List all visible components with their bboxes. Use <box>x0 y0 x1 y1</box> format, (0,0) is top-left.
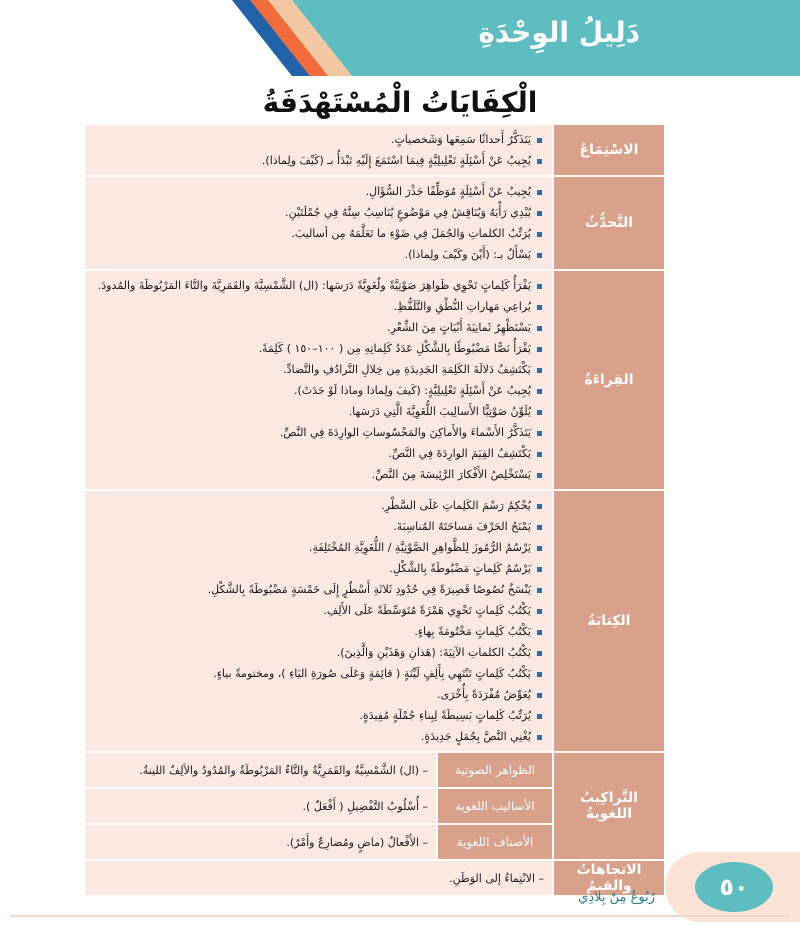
competency-item <box>91 359 542 380</box>
competency-item-text: يَنْسَخُ نُصُوصًا قَصِيرَةً فِي حُدُودِ ثَلاثَةِ أَسْطُرٍ إِلَى خَمْسَةٍ مَضْبُوطَةً بِالشَّكْلِ. <box>207 583 531 596</box>
competency-item <box>91 726 542 747</box>
bullet-icon <box>537 651 542 656</box>
competency-item-text: يَكْتُبُ كَلِماتٍ تَحْوِي هَمْزَةً مُتَوَسِّطَةً عَلَى الأَلِفِ. <box>323 604 531 617</box>
competency-items <box>85 125 552 175</box>
competency-item-text: يَكْتَشِفُ القِيَمَ الوارِدَةَ فِي النَّصِّ. <box>388 447 531 460</box>
values-category: الاتجاهاتُ والقيمُ <box>554 861 664 895</box>
bullet-icon <box>537 609 542 614</box>
competency-item-text: يُعَوِّضُ مُفْرَدَةً بِأُخْرَى. <box>437 688 531 701</box>
competency-item-text: يُبْدِي رَأْيَهُ وَيُنَاقِشُ فِي مَوْضُوعٍ يُنَاسِبُ سِنَّهُ فِي جُمْلَتَيْنِ. <box>285 206 531 219</box>
competency-item <box>91 401 542 422</box>
bullet-icon <box>537 305 542 310</box>
bullet-icon <box>537 232 542 237</box>
competency-item-text: يَكْتُبُ الكلماتِ الآتِيَةَ: (هَذانِ وَهَذَيْنِ وَالَّذِينَ). <box>336 646 531 659</box>
structure-value: – (ال) الشَّمْسِيَّةُ والقَمَرِيَّةُ والتَّاءُ المَرْبُوطَةُ والمُدُودُ والألِفُ اللينةُ. <box>85 753 436 787</box>
competency-item <box>91 495 542 516</box>
competency-item-text: يَسْتَخْلِصُ الأَفْكارَ الرَّئِيسَةَ مِنَ النَّصِّ. <box>371 468 531 481</box>
bullet-icon <box>537 452 542 457</box>
competency-item-text: يُحْكِمُ رَسْمَ الكَلِماتِ عَلَى السَّطْرِ. <box>381 499 531 512</box>
competency-category: القِراءَةُ <box>554 271 664 489</box>
bullet-icon <box>537 253 542 258</box>
bullet-icon <box>537 546 542 551</box>
competency-row <box>85 177 664 269</box>
competency-item-text: يَتَذَكَّرُ الأَسْماءَ والأَماكِنَ والمَحْسُوساتِ الوارِدَةَ فِي النَّصِّ. <box>279 426 531 439</box>
competency-item-text: يُراعِي مَهاراتِ النُّطْقِ والتَّلَفُّظِ. <box>393 300 531 313</box>
bullet-icon <box>537 525 542 530</box>
competency-category: الاسْتِمَاعُ <box>554 125 664 175</box>
bullet-icon <box>537 431 542 436</box>
competency-row <box>85 125 664 175</box>
competency-item-text: يَمْنَحُ الحَرْفَ مَساحَتَهُ المُناسِبَةَ. <box>393 520 531 533</box>
bullet-icon <box>537 211 542 216</box>
structure-label: الأساليب اللغوية <box>438 789 552 823</box>
competency-item <box>91 150 542 171</box>
bullet-icon <box>537 567 542 572</box>
competency-item <box>91 684 542 705</box>
bullet-icon <box>537 693 542 698</box>
values-value: – الانْتِماءُ إلى الوَطَنِ. <box>85 861 552 895</box>
competency-item <box>91 579 542 600</box>
bullet-icon <box>537 504 542 509</box>
competencies-table <box>83 123 666 897</box>
bullet-icon <box>537 138 542 143</box>
competency-item-text: يُرَتِّبُ الكلماتِ وَالجُمَلَ فِي ضَوْءِ ما تَعَلَّمَهُ مِن أساليبَ. <box>291 227 531 240</box>
bullet-icon <box>537 714 542 719</box>
competency-item-text: يَقْرَأُ كَلِماتٍ تَحْوِي ظَواهِرَ صَوْتِيَّةً ولُغَوِيَّةً دَرَسَها: (ال) الشَّمْسِيَّةَ والقَمَرِيَّةَ والتَّاءَ المَرْبُوطَةَ والمُدودَ. <box>97 279 531 292</box>
competency-item <box>91 663 542 684</box>
bullet-icon <box>537 326 542 331</box>
bullet-icon <box>537 190 542 195</box>
competency-item <box>91 642 542 663</box>
competency-item-text: يَكْتُبُ كَلِماتٍ مَخْتُومَةً بِهاءٍ. <box>414 625 531 638</box>
bullet-icon <box>537 284 542 289</box>
competency-item-text: يَتَذَكَّرُ أَحداثًا سَمِعَها وَشَخصياتٍ. <box>390 133 531 146</box>
competency-item <box>91 223 542 244</box>
competency-item-text: يَسْأَلُ بـ: (أَيْنَ وكَيْفَ ولِماذا). <box>404 248 531 261</box>
competency-item <box>91 705 542 726</box>
bullet-icon <box>537 389 542 394</box>
competency-item-text: يُغْنِي النَّصَّ بِجُمَلٍ جَدِيدَةٍ. <box>420 730 531 743</box>
competency-item <box>91 600 542 621</box>
competency-item-text: يَقْرَأُ نَصًّا مَضْبُوطًا بِالشَّكْلِ عَدَدُ كَلِماتِهِ مِن ( ١٠٠–١٥٠ ) كَلِمَةً. <box>258 342 531 355</box>
competency-item-text: يُرَتِّبُ كَلِماتٍ بَسِيطَةً لِبِناءِ جُمْلَةٍ مُفِيدَةٍ. <box>359 709 531 722</box>
competency-item-text: يُلَوِّنُ صَوْتِيًّا الأَسالِيبَ اللُّغَوِيَّةَ الَّتِي دَرَسَها. <box>348 405 531 418</box>
bullet-icon <box>537 159 542 164</box>
competency-category: الكِتابَةُ <box>554 491 664 751</box>
bullet-icon <box>537 347 542 352</box>
competency-item-text: يَسْتَظْهِرُ ثَمانِيَةَ أَبْيَاتٍ مِنَ الشِّعْرِ. <box>387 321 531 334</box>
competency-item <box>91 464 542 485</box>
bullet-icon <box>537 588 542 593</box>
competency-item <box>91 244 542 265</box>
competency-items <box>85 177 552 269</box>
bullet-icon <box>537 630 542 635</box>
competency-item <box>91 443 542 464</box>
structure-label: الأصناف اللغوية <box>438 825 552 859</box>
bullet-icon <box>537 410 542 415</box>
competency-item <box>91 537 542 558</box>
competency-item <box>91 338 542 359</box>
competency-item <box>91 422 542 443</box>
competency-category: التَّحدُّثُ <box>554 177 664 269</box>
competency-item-text: يُجِيبُ عَنْ أَسْئِلَةٍ مُوَظِّفًا جَذْرَ السُّؤَالِ. <box>365 185 531 198</box>
competency-item <box>91 202 542 223</box>
footer-unit-name: رُبُوعٌ مِنْ بِلادِي <box>578 890 655 905</box>
structure-value: – أُسْلُوبُ التَّفْضِيلِ ( أَفْعَلُ ). <box>85 789 436 823</box>
page-number: ٥٠ <box>695 862 773 912</box>
competency-item <box>91 516 542 537</box>
competency-item <box>91 558 542 579</box>
structure-row <box>85 753 664 787</box>
competency-item <box>91 181 542 202</box>
page-header-title: دَلِيلُ الوِحْدَةِ <box>478 16 640 49</box>
competency-item-text: يُجِيبُ عَنْ أَسْئِلَةٍ تَعْلِيلِيَّةٍ: (كَيفَ ولِماذا وماذا لَوْ حَدَثَ). <box>293 384 531 397</box>
bullet-icon <box>537 735 542 740</box>
structure-label: الظواهر الصوتية <box>438 753 552 787</box>
structure-value: – الأَفْعالُ (ماضٍ ومُضارِعٌ وأَمْرٌ). <box>85 825 436 859</box>
competency-item <box>91 275 542 296</box>
bullet-icon <box>537 368 542 373</box>
competency-items <box>85 491 552 751</box>
competency-item-text: يَرْسُمُ الرُّمُوزَ لِلظَّواهِرِ الصَّوْتِيَّةِ / اللُّغَوِيَّةِ المُخْتَلِفَةِ. <box>308 541 531 554</box>
competency-item-text: يَكْتَشِفُ دَلالَةَ الكَلِمَةِ الجَدِيدَةِ مِن خِلالِ التَّرادُفِ والتَّضادِّ. <box>283 363 531 376</box>
competency-item-text: يَكْتُبُ كَلِماتٍ تَنْتَهِي بِأَلِفٍ لَيِّنَةٍ ( قائِمَةٍ وَعَلَى صُورَةِ اليَاءِ )، ومختومةً بياءٍ. <box>213 667 531 680</box>
competency-row <box>85 491 664 751</box>
bullet-icon <box>537 473 542 478</box>
competency-item-text: يَرْسُمُ كَلِماتٍ مَضْبُوطَةً بِالشَّكْلِ. <box>389 562 531 575</box>
bullet-icon <box>537 672 542 677</box>
competency-item-text: يُجِيبُ عَنْ أَسْئِلَةٍ تَعْلِيلِيَّةٍ فِيمَا اسْتَمَعَ إِلَيْهِ تَبْدَأُ بـ (كَيْفَ ولِماذا). <box>261 154 531 167</box>
competency-item <box>91 380 542 401</box>
structures-category: التَّراكِيبُ اللغويةُ <box>554 753 664 859</box>
competency-item <box>91 317 542 338</box>
competency-row <box>85 271 664 489</box>
competency-items <box>85 271 552 489</box>
competency-item <box>91 621 542 642</box>
values-row <box>85 861 664 895</box>
competency-item <box>91 129 542 150</box>
footer-divider <box>10 915 790 917</box>
competency-item <box>91 296 542 317</box>
section-title: الْكِفَايَاتُ الْمُسْتَهْدَفَةُ <box>262 86 538 119</box>
